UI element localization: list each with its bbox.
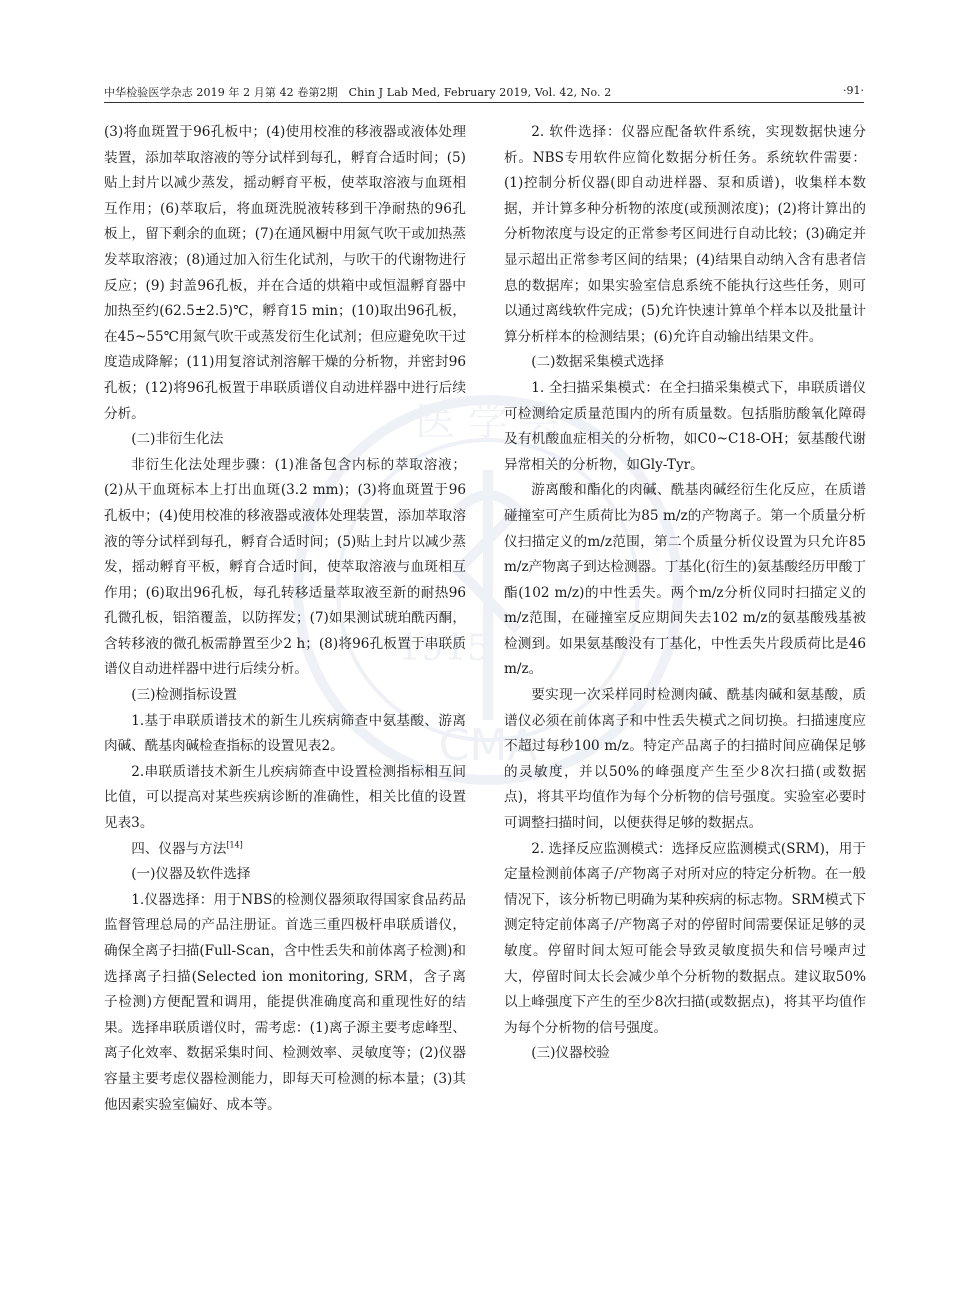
header-journal [104,84,611,100]
right-column [504,120,866,1067]
paragraph: 1. 全扫描采集模式：在全扫描采集模式下，串联质谱仪可检测给定质量范围内的所有质量数。包括脂肪酸氧化障碍及有机酸血症相关的分析物，如C0~C18-OH；氨基酸代谢异常相关的分析物，如Gly-Tyr。 [504,379,866,473]
paragraph: 1.仪器选择：用于NBS的检测仪器须取得国家食品药品监督管理总局的产品注册证。首选三重四极杆串联质谱仪，确保全离子扫描(Full-Scan，含中性丢失和前体离子检测)和选择离子扫描(Selected ion monitoring, SRM，含子离子检测)方便配置和调用，能提供准确度高和重现性好的结果。选择串联质谱仪时，需考虑：(1)离子源主要考虑峰型、离子化效率、数据采集时间、检测效率、灵敏度等；(2)仪器容量主要考虑仪器检测能力，即每天可检测的标本量；(3)其他因素实验室偏好、成本等。 [104,891,466,1113]
section-heading: (一)仪器及软件选择 [131,866,251,883]
page-number: ·91· [843,84,864,97]
paragraph: 2.串联质谱技术新生儿疾病筛查中设置检测指标相互间比值，可以提高对某些疾病诊断的准确性，相关比值的设置见表3。 [104,763,466,832]
section-heading [104,837,466,863]
paragraph: 要实现一次采样同时检测肉碱、酰基肉碱和氨基酸，质谱仪必须在前体离子和中性丢失模式之间切换。扫描速度应不超过每秒100 m/z。特定产品离子的扫描时间应确保足够的灵敏度，并以50%的峰强度产生至少8次扫描(或数据点)，将其平均值作为每个分析物的信号强度。实验室必要时可调整扫描时间，以便获得足够的数据点。 [504,687,866,832]
section-heading-text: 四、仪器与方法 [131,840,227,857]
header-journal-en: Chin J Lab Med, February 2019, Vol. 42, No. 2 [348,86,612,99]
watermark-cma: CMA [438,720,538,771]
citation-ref: [14] [226,840,243,850]
paragraph: (3)将血斑置于96孔板中；(4)使用校准的移液器或液体处理装置，添加萃取溶液的等分试样到每孔，孵育合适时间；(5)贴上封片以减少蒸发，摇动孵育平板，使萃取溶液与血斑相互作用；(6)萃取后，将血斑洗脱液转移到干净耐热的96孔板上，留下剩余的血斑；(7)在通风橱中用氮气吹干或加热蒸发萃取溶液；(8)通过加入衍生化试剂，与吹干的代谢物进行反应；(9) 封盖96孔板，并在合适的烘箱中或恒温孵育器中加热至约(62.5±2.5)℃，孵育15 min；(10)取出96孔板，在45~55℃用氮气吹干或蒸发衍生化试剂；但应避免吹干过度造成降解；(11)用复溶试剂溶解干燥的分析物，并密封96孔板；(12)将96孔板置于串联质谱仪自动进样器中进行后续分析。 [104,124,466,422]
left-column [104,120,466,1118]
running-header [104,82,864,103]
section-heading: (二)数据采集模式选择 [531,354,665,371]
paragraph: 非衍生化法处理步骤：(1)准备包含内标的萃取溶液；(2)从干血斑标本上打出血斑(3.2 mm)；(3)将血斑置于96孔板中；(4)使用校准的移液器或液体处理装置，添加萃取溶液的等分试样到每孔，孵育合适时间；(5)贴上封片以减少蒸发，摇动孵育平板，孵育合适时间，使萃取溶液与血斑相互作用；(6)取出96孔板，每孔转移适量萃取液至新的耐热96孔微孔板，铝箔覆盖，以防挥发；(7)如果测试琥珀酰丙酮，含转移液的微孔板需静置至少2 h；(8)将96孔板置于串联质谱仪自动进样器中进行后续分析。 [104,456,466,678]
paragraph: 1.基于串联质谱技术的新生儿疾病筛查中氨基酸、游离肉碱、酰基肉碱检查指标的设置见表2。 [104,712,466,755]
section-heading: (二)非衍生化法 [131,431,224,448]
section-heading: (三)仪器校验 [531,1045,610,1062]
paragraph: 游离酸和酯化的肉碱、酰基肉碱经衍生化反应，在质谱碰撞室可产生质荷比为85 m/z的产物离子。第一个质量分析仪扫描定义的m/z范围，第二个质量分析仪设置为只允许85 m/z产物离子到达检测器。丁基化(衍生的)氨基酸经历甲酸丁酯(102 m/z)的中性丢失。两个m/z分析仪同时扫描定义的m/z范围，在碰撞室反应期间失去102 m/z的氨基酸残基被检测到。如果氨基酸没有丁基化，中性丢失片段质荷比是46 m/z。 [504,482,866,678]
watermark-year: 1915 [398,628,490,669]
paragraph: 2. 软件选择：仪器应配备软件系统，实现数据快速分析。NBS专用软件应简化数据分析任务。系统软件需要：(1)控制分析仪器(即自动进样器、泵和质谱)，收集样本数据，并计算多种分析物的浓度(或预测浓度)；(2)将计算出的分析物浓度与设定的正常参考区间进行自动比较；(3)确定并显示超出正常参考区间的结果；(4)结果自动纳入含有患者信息的数据库；如果实验室信息系统不能执行这些任务，则可以通过离线软件完成；(5)允许快速计算单个样本以及批量计算分析样本的检测结果；(6)允许自动输出结果文件。 [504,124,866,345]
paragraph: 2. 选择反应监测模式：选择反应监测模式(SRM)，用于定量检测前体离子/产物离子对所对应的特定分析物。在一般情况下，该分析物已明确为某种疾病的标志物。SRM模式下测定特定前体离子/产物离子对的停留时间需要保证足够的灵敏度。停留时间太短可能会导致灵敏度损失和信号噪声过大，停留时间太长会减少单个分析物的数据点。建议取50%以上峰强度下产生的至少8次扫描(或数据点)，将其平均值作为每个分析物的信号强度。 [504,840,866,1036]
watermark-ring-text: 医 学 会 [415,399,561,445]
header-journal-cn: 中华检验医学杂志 2019 年 2 月第 42 卷第2期 [104,86,338,99]
section-heading: (三)检测指标设置 [131,687,237,704]
